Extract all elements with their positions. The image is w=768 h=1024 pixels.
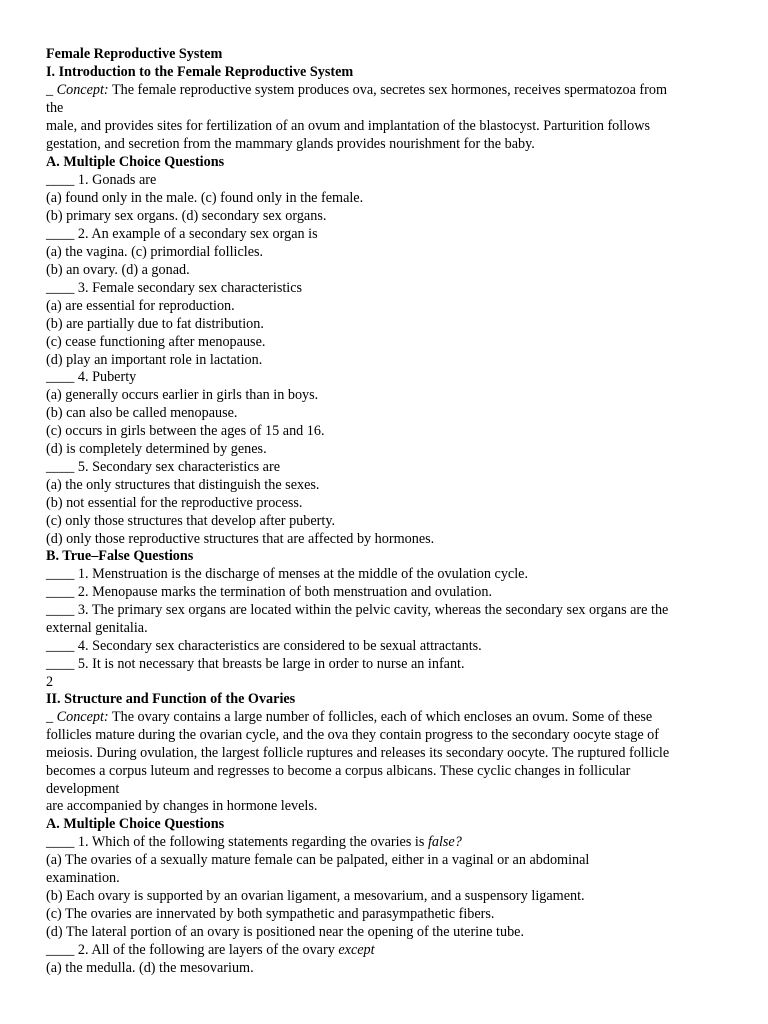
question-line: (d) is completely determined by genes. bbox=[46, 441, 267, 457]
question-line: (d) The lateral portion of an ovary is positioned near the opening of the uterine tube. bbox=[46, 924, 525, 940]
question-line: (a) The ovaries of a sexually mature female can be palpated, either in a vaginal or an abdominal bbox=[46, 852, 590, 868]
question-line: (a) generally occurs earlier in girls than in boys. bbox=[46, 387, 319, 403]
question-line: (a) the only structures that distinguish the sexes. bbox=[46, 477, 320, 493]
question-line: (c) cease functioning after menopause. bbox=[46, 334, 266, 350]
section-2-heading: II. Structure and Function of the Ovaries bbox=[46, 691, 296, 707]
question-line: (a) the vagina. (c) primordial follicles. bbox=[46, 244, 264, 260]
question-line: (b) are partially due to fat distribution. bbox=[46, 316, 264, 332]
question-line: (d) play an important role in lactation. bbox=[46, 352, 263, 368]
question-line bbox=[46, 834, 462, 851]
tf-question-line: ____ 1. Menstruation is the discharge of menses at the middle of the ovulation cycle. bbox=[46, 566, 529, 582]
section-2-concept-line: are accompanied by changes in hormone levels. bbox=[46, 798, 318, 814]
question-line bbox=[46, 942, 375, 959]
concept-prefix: _ bbox=[46, 82, 57, 98]
concept-text: The female reproductive system produces ova, secretes sex hormones, receives spermatozoa from bbox=[108, 82, 668, 98]
section-2-concept-line: follicles mature during the ovarian cycle, and the ova they contain progress to the secondary oocyte stage of bbox=[46, 727, 659, 743]
question-emphasis: except bbox=[338, 942, 375, 958]
section-1-mcq-heading: A. Multiple Choice Questions bbox=[46, 154, 225, 170]
question-line: ____ 2. An example of a secondary sex organ is bbox=[46, 226, 318, 242]
section-2-concept-line bbox=[46, 709, 652, 726]
section-1-heading: I. Introduction to the Female Reproductive System bbox=[46, 64, 354, 80]
question-line: ____ 3. Female secondary sex characteristics bbox=[46, 280, 303, 296]
tf-question-line: ____ 4. Secondary sex characteristics are considered to be sexual attractants. bbox=[46, 638, 482, 654]
question-line: (a) are essential for reproduction. bbox=[46, 298, 235, 314]
question-line: (b) primary sex organs. (d) secondary sex organs. bbox=[46, 208, 327, 224]
question-line: (b) can also be called menopause. bbox=[46, 405, 238, 421]
question-line: (c) only those structures that develop after puberty. bbox=[46, 513, 336, 529]
tf-question-line: ____ 2. Menopause marks the termination of both menstruation and ovulation. bbox=[46, 584, 493, 600]
question-line: (b) not essential for the reproductive process. bbox=[46, 495, 303, 511]
question-line: (d) only those reproductive structures that are affected by hormones. bbox=[46, 531, 435, 547]
concept-label: Concept: bbox=[56, 82, 109, 98]
question-line: (a) the medulla. (d) the mesovarium. bbox=[46, 960, 254, 976]
section-1-concept-line: the bbox=[46, 100, 64, 116]
section-2-concept-line: becomes a corpus luteum and regresses to become a corpus albicans. These cyclic changes in follicular bbox=[46, 763, 631, 779]
question-line: examination. bbox=[46, 870, 120, 886]
question-emphasis: false? bbox=[427, 834, 462, 850]
question-line: ____ 5. Secondary sex characteristics are bbox=[46, 459, 280, 475]
tf-question-line: ____ 5. It is not necessary that breasts be large in order to nurse an infant. bbox=[46, 656, 465, 672]
question-text: ____ 1. Which of the following statements regarding the ovaries is bbox=[46, 834, 428, 850]
question-line: ____ 4. Puberty bbox=[46, 369, 137, 385]
tf-question-line: ____ 3. The primary sex organs are located within the pelvic cavity, whereas the secondary sex organs are the bbox=[46, 602, 669, 618]
question-line: (b) Each ovary is supported by an ovarian ligament, a mesovarium, and a suspensory ligament. bbox=[46, 888, 585, 904]
question-line: (a) found only in the male. (c) found only in the female. bbox=[46, 190, 364, 206]
tf-question-line: external genitalia. bbox=[46, 620, 148, 636]
document-title: Female Reproductive System bbox=[46, 46, 223, 62]
section-1-concept-line bbox=[46, 82, 667, 99]
question-text: ____ 2. All of the following are layers of the ovary bbox=[46, 942, 339, 958]
section-1-tf-heading: B. True–False Questions bbox=[46, 548, 194, 564]
question-line: (b) an ovary. (d) a gonad. bbox=[46, 262, 190, 278]
section-2-concept-line: meiosis. During ovulation, the largest follicle ruptures and releases its secondary oocyte. The ruptured follicle bbox=[46, 745, 670, 761]
section-2-concept-line: development bbox=[46, 781, 120, 797]
section-1-concept-line: gestation, and secretion from the mammary glands provides nourishment for the baby. bbox=[46, 136, 535, 152]
question-line: ____ 1. Gonads are bbox=[46, 172, 157, 188]
concept-label: Concept: bbox=[56, 709, 109, 725]
question-line: (c) occurs in girls between the ages of 15 and 16. bbox=[46, 423, 325, 439]
concept-prefix: _ bbox=[46, 709, 57, 725]
page-number: 2 bbox=[46, 674, 54, 690]
question-line: (c) The ovaries are innervated by both sympathetic and parasympathetic fibers. bbox=[46, 906, 495, 922]
section-1-concept-line: male, and provides sites for fertilization of an ovum and implantation of the blastocyst. Parturition follows bbox=[46, 118, 651, 134]
section-2-mcq-heading: A. Multiple Choice Questions bbox=[46, 816, 225, 832]
concept-text: The ovary contains a large number of follicles, each of which encloses an ovum. Some of these bbox=[108, 709, 653, 725]
